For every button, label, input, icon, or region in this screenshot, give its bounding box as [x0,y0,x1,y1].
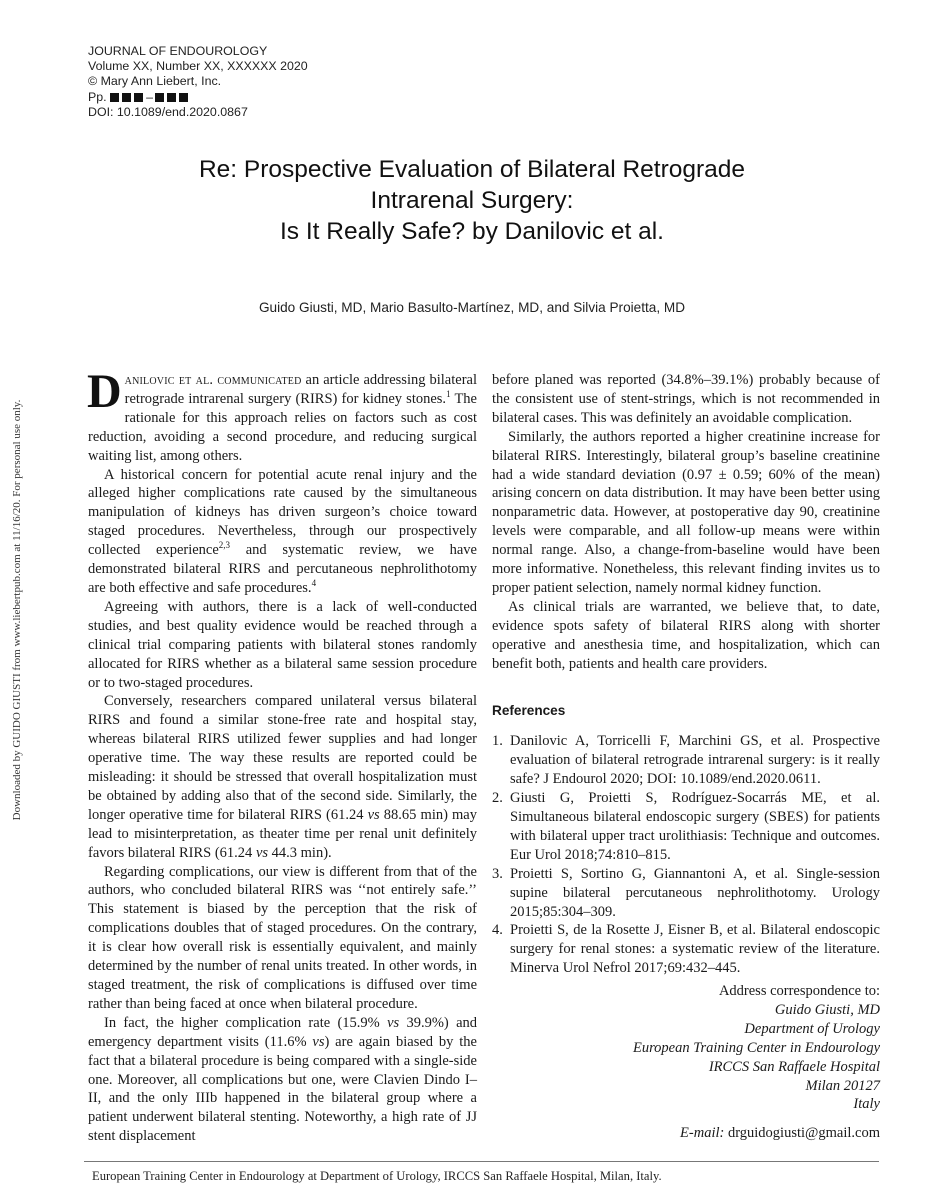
page-placeholder-box [110,93,119,102]
reference-item [492,789,880,865]
journal-doi: DOI: 10.1089/end.2020.0867 [88,104,248,119]
pages-label: Pp. [88,89,107,104]
correspondence-name: Guido Giusti, MD [774,1001,880,1018]
paragraph-complications: Regarding complications, our view is different from that of the authors, who concluded bilateral RIRS was ‘‘not entirely safe.’’ This statement is biased by the perception that the risk of complications doubles that of staged procedures. On the contrary, it is clear how overall risk is essentially equivalent, and mainly determined by the number of renal units treated. In other words, in staged treatment, the risk of complications is diffused over time rather than being faced at once when bilateral procedure. [88,863,477,1012]
body-column-right [492,371,880,978]
paragraph-text: The rationale for this approach relies on factors such as cost reduction, avoiding a second procedure, and reducing surgical waiting list, among others. [88,390,477,464]
reference-text: Danilovic A, Torricelli F, Marchini GS, et al. Prospective evaluation of bilateral retrograde intrarenal surgery: is it really safe? J Endourol 2020; DOI: 10.1089/end.2020.0611. [510,733,880,788]
versus-italic: vs [312,1033,325,1050]
paragraph-text: ) are again biased by the fact that a bilateral procedure is being compared with a single-side one. Moreover, all complications but one, were Clavien Dindo I–II, and the only IIIb happened in the bilateral group where a patient underwent bilateral stenting. Noteworthy, a high rate of JJ stent displacement [88,1033,477,1145]
article-authors: Guido Giusti, MD, Mario Basulto-Martínez, MD, and Silvia Proietta, MD [258,300,686,315]
page-placeholder-box [155,93,164,102]
email-label: E-mail: [680,1125,725,1142]
title-line: Intrarenal Surgery: [370,187,574,214]
paragraph-in-fact-continued: before planed was reported (34.8%–39.1%) probably because of the consistent use of stent-strings, which is not recommended in bilateral cases. This was definitely an avoidable complication. [492,372,880,426]
paragraph-text: and systematic review, we have demonstrated bilateral RIRS and percutaneous nephrolithotomy are both effective and safe procedures. [88,542,477,596]
page-placeholder-box [134,93,143,102]
reference-number: 1. [492,733,503,750]
download-side-note [2,360,32,860]
lead-in-smallcaps: anilovic et al. communicated [124,372,302,388]
paragraph-conclusion: As clinical trials are warranted, we believe that, to date, evidence spots safety of bilateral RIRS along with shorter operative and anesthesia time, and hospitalization, which can benefit both, patients and health care providers. [492,598,880,672]
reference-list [492,732,880,978]
download-note-text: Downloaded by GUIDO GIUSTI from www.liebertpub.com at 11/16/20. For personal use only. [11,399,23,821]
paragraph-creatinine: Similarly, the authors reported a higher creatinine increase for bilateral RIRS. Interestingly, bilateral group’s baseline creatinine had a wide standard deviation (0.97 ± 0.59; 60% of the mean) arising concern on data distribution. It may have been better using nonparametric data. However, at postoperative day 90, creatinine levels were comparable, and all follow-up means were within normal range. Also, a change-from-baseline would have been more informative. Nonetheless, this relevant finding invites us to proper patient selection, namely normal kidney function. [492,428,880,596]
paragraph-in-fact [88,1014,477,1146]
versus-italic: vs [367,806,380,823]
paragraph-text: Conversely, researchers compared unilateral versus bilateral RIRS and found a similar stone-free rate and hospital stay, whereas bilateral RIRS utilized fewer supplies and had longer operative time. The way these results are reported could be misleading: it should be stressed that overall hospitalization must be obtained by adding also that of the second side. Similarly, the longer operative time for bilateral RIRS (61.24 [88,693,477,823]
reference-number: 4. [492,922,503,939]
reference-item [492,921,880,978]
footer-affiliation: European Training Center in Endourology at Department of Urology, IRCCS San Raffaele Hospital, Milan, Italy. [92,1169,662,1183]
page-placeholder-box [167,93,176,102]
title-line: Is It Really Safe? by Danilovic et al. [279,218,664,245]
correspondence-hospital: IRCCS San Raffaele Hospital [708,1058,880,1075]
footer-divider [84,1161,879,1162]
correspondence-block [633,982,880,1143]
reference-number: 3. [492,865,503,882]
article-title [0,154,944,247]
correspondence-department: Department of Urology [744,1020,880,1037]
paragraph-text: an article addressing bilateral retrograde intrarenal surgery (RIRS) for kidney stones. [124,372,477,407]
page-placeholder-box [122,93,131,102]
citation-1: 1 [446,388,451,399]
page-placeholder-box [179,93,188,102]
reference-number: 2. [492,790,503,807]
reference-text: Proietti S, de la Rosette J, Eisner B, et al. Bilateral endoscopic surgery for renal stones: a systematic review of the literature. Minerva Urol Nefrol 2017;69:432–445. [510,922,880,977]
email-address[interactable]: drguidogiusti@gmail.com [727,1125,880,1142]
paragraph-text: 39.9%) and emergency department visits (11.6% [88,1014,478,1050]
reference-text: Proietti S, Sortino G, Giannantoni A, et al. Single-session supine bilateral percutaneous nephrolithotomy. Urology 2015;85:304–309. [510,865,880,920]
versus-italic: vs [255,844,269,861]
correspondence-email-line [633,1124,880,1143]
paragraph-text: 88.65 min) may lead to misinterpretation, as theater time per renal unit definitely favors bilateral RIRS (61.24 [88,806,477,861]
journal-volume: Volume XX, Number XX, XXXXXX 2020 [88,59,308,74]
paragraph-intro [87,365,477,466]
correspondence-center: European Training Center in Endourology [632,1039,880,1056]
paragraph-agreeing: Agreeing with authors, there is a lack of well-conducted studies, and best quality evidence would be reached through a clinical trial comparing patients with bilateral stones randomly allocated for RIRS whether as a bilateral same session procedure or to two-staged procedures. [88,598,477,691]
journal-header [88,44,308,120]
journal-copyright: © Mary Ann Liebert, Inc. [88,74,222,89]
reference-text: Giusti G, Proietti S, Rodríguez-Socarrás ME, et al. Simultaneous bilateral endoscopic surgery (SBES) for patients with bilateral upper tract urolithiasis: Technique and outcomes. Eur Urol 2018;74:810–815. [510,790,880,863]
page-range-dash: – [146,89,153,104]
correspondence-city: Milan 20127 [805,1077,880,1094]
versus-italic: vs [387,1014,400,1031]
correspondence-label: Address correspondence to: [718,983,880,999]
body-column-left [87,365,478,1146]
title-line: Re: Prospective Evaluation of Bilateral Retrograde [198,156,746,183]
citation-2-3: 2,3 [218,540,231,551]
reference-item [492,732,880,789]
reference-item [492,865,880,922]
references-heading: References [492,702,566,718]
paragraph-historical-concern [88,466,477,598]
paragraph-conversely [88,692,477,862]
journal-name: JOURNAL OF ENDOUROLOGY [88,44,268,58]
correspondence-country: Italy [853,1096,880,1113]
paragraph-text: In fact, the higher complication rate (15.9% [104,1014,388,1031]
journal-pages [88,90,308,105]
citation-4: 4 [311,577,317,588]
paragraph-text: A historical concern for potential acute renal injury and the alleged higher complications rate caused by the simultaneous manipulation of kidneys has driven surgeon’s choice toward staged procedures. Nevertheless, through our prospectively collected experience [88,466,477,559]
paragraph-text: 44.3 min). [268,844,332,861]
drop-cap: D [87,365,122,418]
